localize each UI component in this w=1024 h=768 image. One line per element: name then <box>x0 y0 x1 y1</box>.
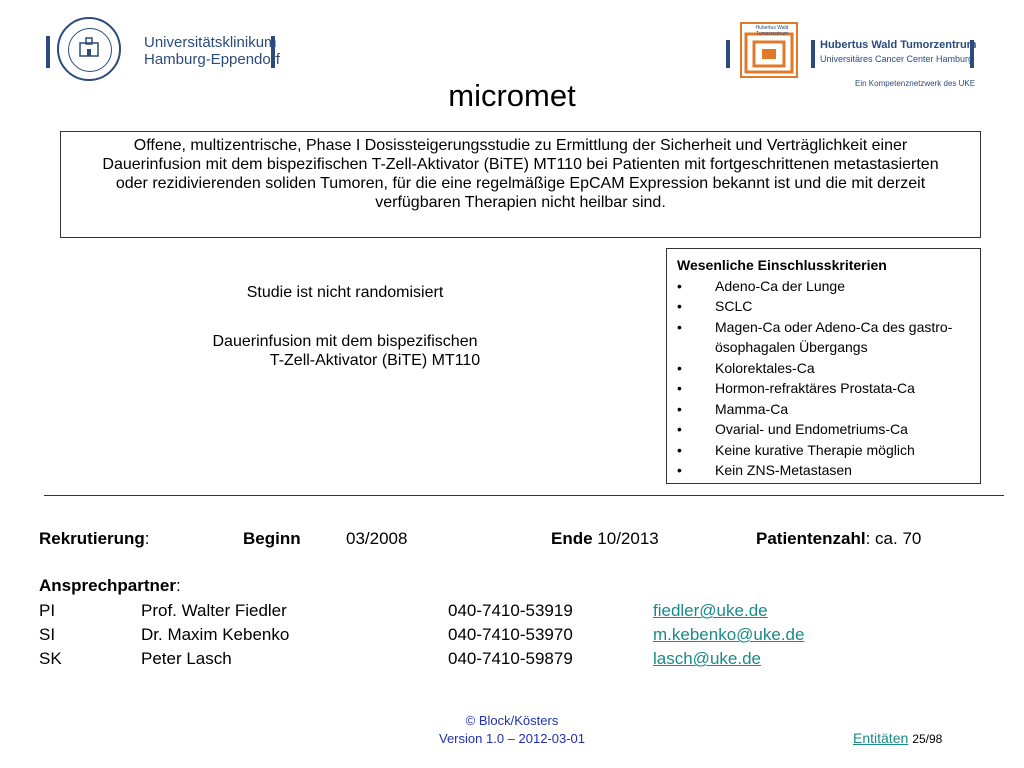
criteria-item-text: Kein ZNS-Metastasen <box>715 462 852 478</box>
footer-nav <box>853 730 942 746</box>
entitaeten-link[interactable]: Entitäten <box>853 730 909 746</box>
bullet-icon: • <box>677 421 682 437</box>
patients-value: : ca. 70 <box>865 529 922 548</box>
hw-emblem-label: Hubertus Wald Tumorzentrum <box>755 25 789 37</box>
inclusion-criteria-box <box>666 248 981 484</box>
section-divider <box>44 495 1004 496</box>
page-title: micromet <box>448 78 576 113</box>
footer-credits <box>380 712 644 748</box>
randomization-note: Studie ist nicht randomisiert <box>246 284 444 301</box>
recruitment-label: Rekrutierung: <box>39 529 150 548</box>
hw-logo-line1: Hubertus Wald Tumorzentrum <box>820 39 977 51</box>
criteria-item-text: Ovarial- und Endometriums-Ca <box>715 421 908 437</box>
contact-name: Dr. Maxim Kebenko <box>141 625 290 644</box>
bullet-icon: • <box>677 318 682 335</box>
contacts-label: Ansprechpartner: <box>39 576 181 595</box>
bullet-icon: • <box>677 400 682 417</box>
criteria-item <box>677 440 972 461</box>
university-seal-logo <box>57 17 121 81</box>
criteria-item <box>677 358 972 379</box>
contact-name: Peter Lasch <box>141 649 232 668</box>
contact-name: Prof. Walter Fiedler <box>141 601 287 620</box>
hw-logo-line2: Universitäres Cancer Center Hamburg <box>820 54 974 64</box>
contact-phone: 040-7410-53919 <box>448 601 573 620</box>
criteria-item-text: Magen-Ca oder Adeno-Ca des gastro-ösophagalen Übergangs <box>715 318 953 355</box>
contact-role: SK <box>39 649 62 668</box>
criteria-item <box>677 317 972 358</box>
footer-version: Version 1.0 – 2012-03-01 <box>439 731 585 746</box>
criteria-heading: Wesenliche Einschlusskriterien <box>677 257 887 273</box>
bullet-icon: • <box>677 359 682 376</box>
contact-role: SI <box>39 625 56 644</box>
criteria-item-text: Kolorektales-Ca <box>715 359 815 376</box>
criteria-list <box>677 276 972 481</box>
uke-logo-bar-left <box>46 36 50 68</box>
criteria-item-text: Hormon-refraktäres Prostata-Ca <box>715 380 915 396</box>
begin-value: 03/2008 <box>346 529 408 548</box>
criteria-item-text: Keine kurative Therapie möglich <box>715 441 915 458</box>
uke-logo-line1: Universitätsklinikum <box>144 34 277 51</box>
treatment-note <box>160 332 530 370</box>
bullet-icon: • <box>677 462 682 478</box>
criteria-item-text: SCLC <box>715 298 753 314</box>
criteria-item <box>677 399 972 420</box>
contact-email-link[interactable]: m.kebenko@uke.de <box>653 625 805 644</box>
criteria-item-text: Adeno-Ca der Lunge <box>715 277 845 294</box>
criteria-item <box>677 460 972 481</box>
patients-field <box>756 529 921 549</box>
end-value: 10/2013 <box>597 529 659 548</box>
page-number: 25/98 <box>912 732 943 746</box>
criteria-item <box>677 276 972 297</box>
footer-copyright: © Block/Kösters <box>465 713 559 728</box>
begin-label: Beginn <box>243 529 301 548</box>
study-description: Offene, multizentrische, Phase I Dosissteigerungsstudie zu Ermittlung der Sicherheit und Verträglichkeit einer Dauerinfusion mit dem bispezifischen T-Zell-Aktivator (BiTE) MT110 bei Patienten mit fortgeschrittenen metastasierten oder rezidivierenden soliden Tumoren, für die eine regelmäßige EpCAM Expression bekannt ist und die mit derzeit verfügbaren Therapien nicht heilbar sind. <box>102 137 939 211</box>
hw-logo-bar-left <box>726 40 730 68</box>
bullet-icon: • <box>677 380 682 396</box>
patients-label: Patientenzahl <box>756 529 866 548</box>
end-label: Ende <box>551 529 593 548</box>
contact-email-link[interactable]: lasch@uke.de <box>653 649 761 668</box>
uke-logo-text <box>144 34 280 68</box>
end-field <box>551 529 659 549</box>
hw-logo-text <box>820 38 976 66</box>
study-description-box <box>60 131 981 238</box>
contact-role: PI <box>39 601 56 620</box>
bullet-icon: • <box>677 441 682 458</box>
treatment-line1: Dauerinfusion mit dem bispezifischen <box>212 333 478 350</box>
hw-tagline: Ein Kompetenznetzwerk des UKE <box>855 79 976 88</box>
castle-icon <box>78 37 100 57</box>
uke-logo-line2: Hamburg-Eppendorf <box>144 51 280 68</box>
bullet-icon: • <box>677 277 682 294</box>
criteria-item <box>677 378 972 399</box>
criteria-item <box>677 419 972 440</box>
contact-phone: 040-7410-53970 <box>448 625 573 644</box>
criteria-item <box>677 296 972 317</box>
bullet-icon: • <box>677 298 682 314</box>
contact-email-link[interactable]: fiedler@uke.de <box>653 601 768 620</box>
treatment-line2: T-Zell-Aktivator (BiTE) MT110 <box>269 352 481 369</box>
criteria-item-text: Mamma-Ca <box>715 400 789 417</box>
contact-phone: 040-7410-59879 <box>448 649 573 668</box>
hw-logo-bar-mid <box>811 40 815 68</box>
